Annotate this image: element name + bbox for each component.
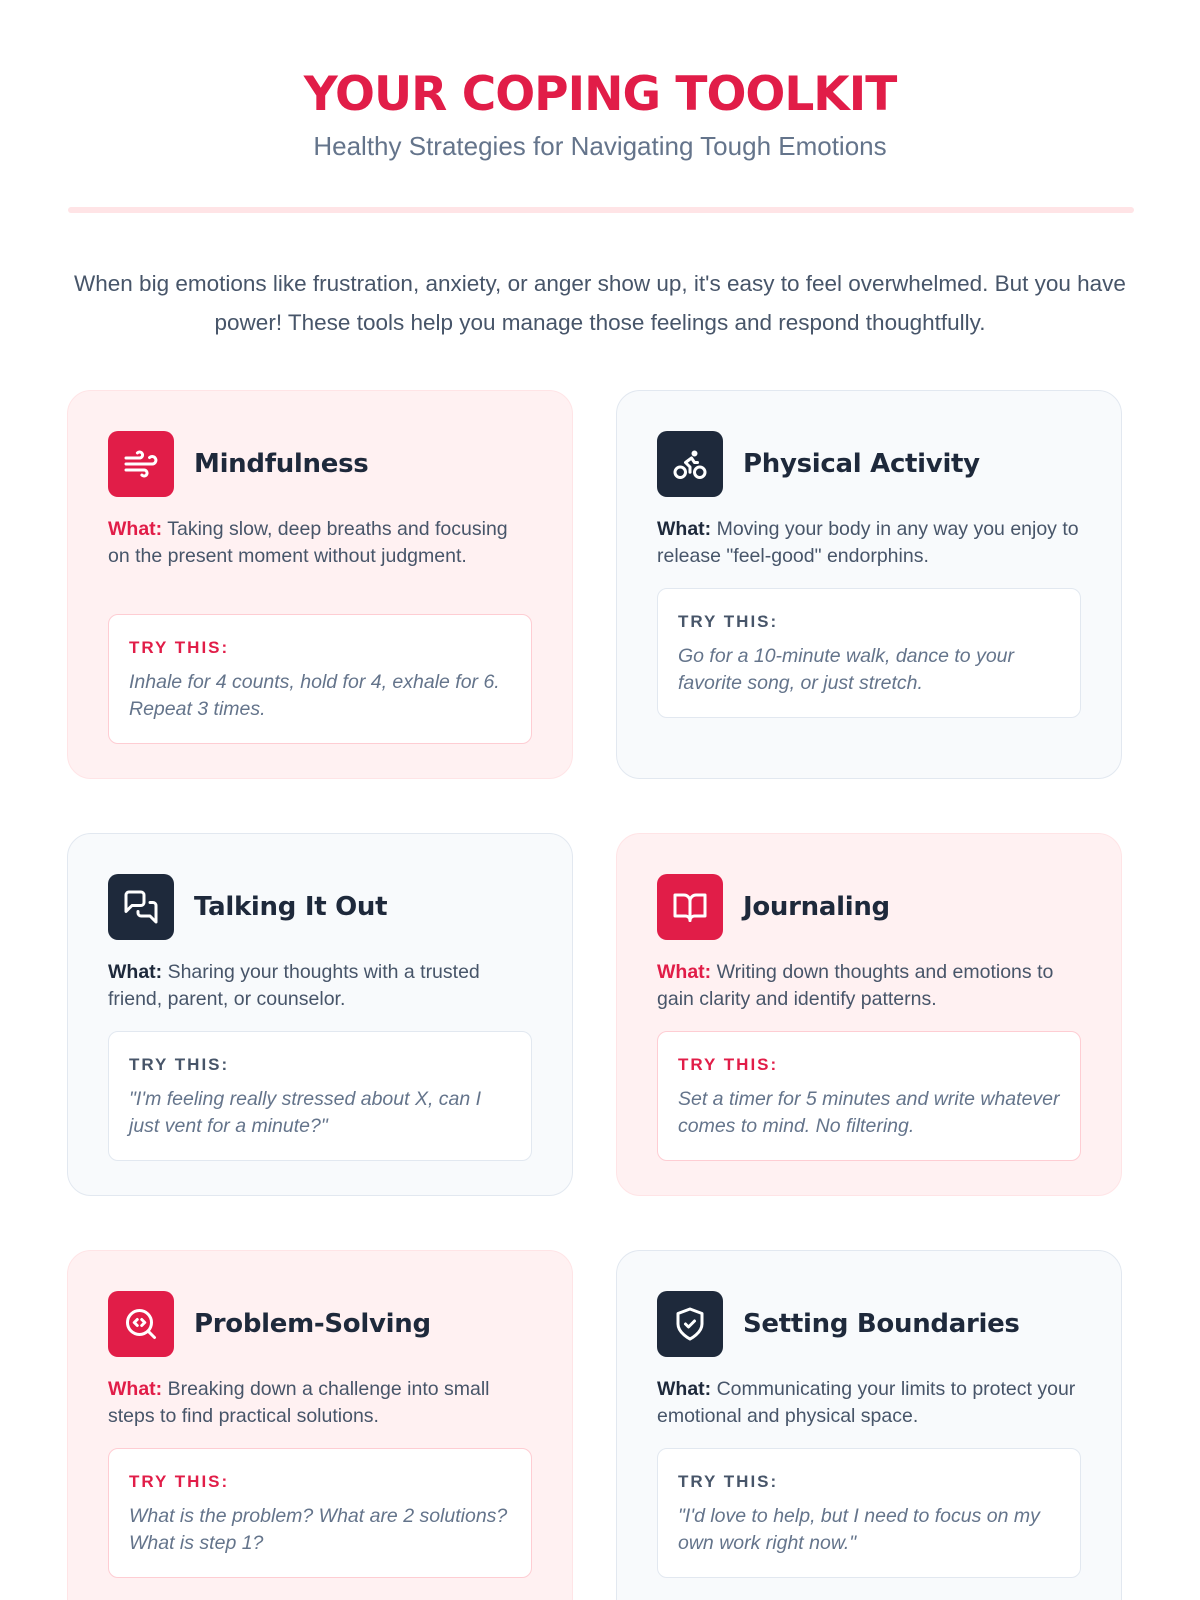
card-header [108,874,387,940]
card-physical-activity [616,390,1122,779]
card-title: Mindfulness [194,449,369,479]
card-problem-solving [67,1250,573,1600]
bike-icon [657,431,723,497]
card-talking-it-out [67,833,573,1196]
card-title: Setting Boundaries [743,1309,1020,1339]
try-this-label: TRY THIS: [129,638,230,657]
page-title: YOUR COPING TOOLKIT [303,67,897,122]
card-header [108,431,368,497]
wind-icon [108,431,174,497]
what-text: Breaking down a challenge into small steps to find practical solutions. [108,1378,490,1427]
card-header [657,1291,1020,1357]
chat-bubbles-icon [108,874,174,940]
try-this-box [108,1031,532,1161]
card-title: Talking It Out [194,892,388,922]
card-header [657,431,980,497]
what-label: What: [657,1378,712,1400]
page-header [0,60,1200,163]
card-header [108,1291,431,1357]
card-description [108,516,532,570]
what-text: Writing down thoughts and emotions to gain clarity and identify patterns. [657,961,1054,1010]
try-this-box [657,588,1081,718]
try-this-text: Go for a 10-minute walk, dance to your favorite song, or just stretch. [678,645,1015,694]
card-title: Problem-Solving [194,1309,431,1339]
what-label: What: [108,1378,163,1400]
header-divider [68,207,1134,213]
card-header [657,874,890,940]
card-journaling [616,833,1122,1196]
what-text: Communicating your limits to protect your emotional and physical space. [657,1378,1076,1427]
what-label: What: [657,518,712,540]
card-description [108,1376,532,1430]
what-label: What: [108,518,163,540]
card-title: Physical Activity [743,449,980,479]
card-description [657,1376,1081,1430]
try-this-box [108,614,532,744]
try-this-text: "I'd love to help, but I need to focus on my own work right now." [678,1505,1040,1554]
card-mindfulness [67,390,573,779]
what-label: What: [108,961,163,983]
try-this-label: TRY THIS: [678,1472,779,1491]
search-code-icon [108,1291,174,1357]
try-this-text: Set a timer for 5 minutes and write whatever comes to mind. No filtering. [678,1088,1060,1137]
card-title: Journaling [743,892,890,922]
what-label: What: [657,961,712,983]
what-text: Sharing your thoughts with a trusted friend, parent, or counselor. [108,961,480,1010]
try-this-text: "I'm feeling really stressed about X, can I just vent for a minute?" [129,1088,482,1137]
card-description [657,959,1081,1013]
try-this-text: Inhale for 4 counts, hold for 4, exhale for 6. Repeat 3 times. [129,671,500,720]
book-open-icon [657,874,723,940]
intro-text: When big emotions like frustration, anxiety, or anger show up, it's easy to feel overwhelmed. But you have power! These tools help you manage those feelings and respond thoughtfully. [74,271,1126,335]
try-this-label: TRY THIS: [678,612,779,631]
card-description [108,959,532,1013]
card-setting-boundaries [616,1250,1122,1600]
try-this-label: TRY THIS: [129,1055,230,1074]
try-this-label: TRY THIS: [129,1472,230,1491]
shield-check-icon [657,1291,723,1357]
page-subtitle: Healthy Strategies for Navigating Tough Emotions [313,131,887,161]
try-this-box [657,1031,1081,1161]
try-this-label: TRY THIS: [678,1055,779,1074]
card-description [657,516,1081,570]
try-this-text: What is the problem? What are 2 solutions? What is step 1? [129,1505,508,1554]
try-this-box [657,1448,1081,1578]
try-this-box [108,1448,532,1578]
what-text: Moving your body in any way you enjoy to release "feel-good" endorphins. [657,518,1079,567]
what-text: Taking slow, deep breaths and focusing on the present moment without judgment. [108,518,508,567]
